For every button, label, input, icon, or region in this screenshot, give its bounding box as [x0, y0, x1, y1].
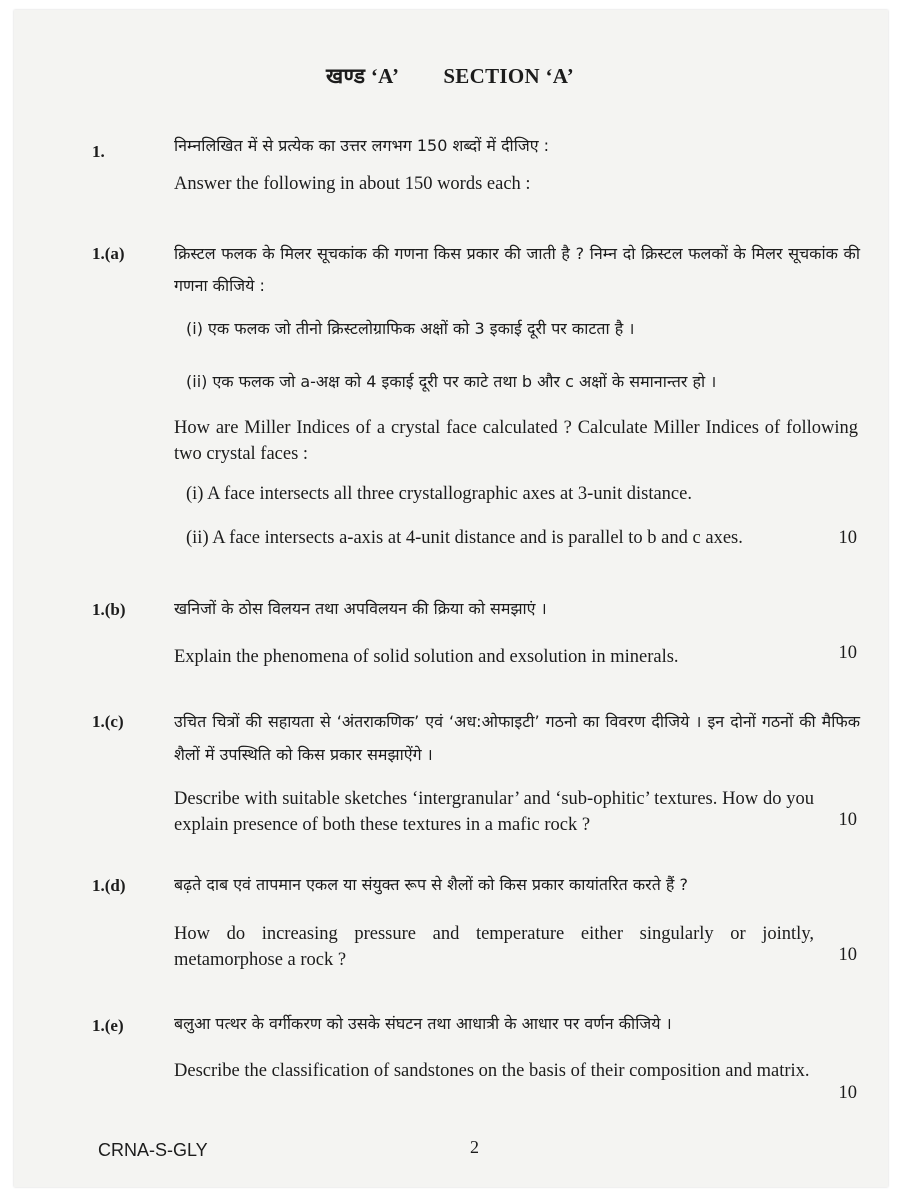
marks: 10	[838, 1083, 857, 1103]
marks: 10	[838, 810, 857, 830]
marks: 10	[838, 528, 857, 548]
question-1a-english: How are Miller Indices of a crystal face calculated ? Calculate Miller Indices of following two crystal faces :	[174, 418, 858, 464]
paper-code: CRNA-S-GLY	[98, 1140, 208, 1160]
question-1c-english: Describe with suitable sketches ‘intergranular’ and ‘sub-ophitic’ textures. How do you explain presence of both these textures in a mafic rock ?	[174, 789, 814, 835]
question-1a-english-part-ii: (ii) A face intersects a-axis at 4-unit distance and is parallel to b and c axes.	[186, 528, 743, 548]
page-number: 2	[470, 1137, 479, 1157]
section-heading-hindi: खण्ड ‘A’	[325, 64, 400, 88]
question-number: 1.(c)	[92, 712, 124, 731]
question-number: 1.(a)	[92, 244, 125, 263]
section-heading-english: SECTION ‘A’	[443, 64, 575, 88]
question-1a-hindi-part-ii: (ii) एक फलक जो a-अक्ष को 4 इकाई दूरी पर काटे तथा b और c अक्षों के समानान्तर हो ।	[186, 372, 717, 391]
question-1b-hindi: खनिजों के ठोस विलयन तथा अपविलयन की क्रिया को समझाएं ।	[174, 599, 547, 618]
marks: 10	[838, 945, 857, 965]
question-1e-hindi: बलुआ पत्थर के वर्गीकरण को उसके संघटन तथा आधात्री के आधार पर वर्णन कीजिये ।	[174, 1014, 672, 1033]
question-1b-english: Explain the phenomena of solid solution and exsolution in minerals.	[174, 647, 679, 667]
section-heading	[0, 62, 900, 90]
question-number: 1.(e)	[92, 1016, 124, 1035]
marks: 10	[838, 643, 857, 663]
question-1a-hindi: क्रिस्टल फलक के मिलर सूचकांक की गणना किस प्रकार की जाती है ? निम्न दो क्रिस्टल फलकों के मिलर सूचकांक की गणना कीजिये :	[174, 244, 860, 295]
question-1a-hindi-part-i: (i) एक फलक जो तीनो क्रिस्टलोग्राफिक अक्षों को 3 इकाई दूरी पर काटता है ।	[186, 319, 635, 338]
question-number: 1.(b)	[92, 600, 126, 619]
question-1d-hindi: बढ़ते दाब एवं तापमान एकल या संयुक्त रूप से शैलों को किस प्रकार कायांतरित करते हैं ?	[174, 875, 688, 894]
question-1d-english: How do increasing pressure and temperature either singularly or jointly, metamorphose a rock ?	[174, 924, 814, 970]
question-number: 1.(d)	[92, 876, 126, 895]
question-1-hindi: निम्नलिखित में से प्रत्येक का उत्तर लगभग 150 शब्दों में दीजिए :	[174, 136, 550, 155]
question-1-english: Answer the following in about 150 words each :	[174, 174, 531, 194]
question-1c-hindi: उचित चित्रों की सहायता से ‘अंतराकणिक’ एवं ‘अध:ओफाइटी’ गठनो का विवरण दीजिये । इन दोनों गठनों की मैफिक शैलों में उपस्थिति को किस प्रकार समझाऐंगे ।	[174, 712, 860, 764]
question-1a-english-part-i: (i) A face intersects all three crystallographic axes at 3-unit distance.	[186, 484, 692, 504]
question-number: 1.	[92, 142, 105, 161]
question-1e-english: Describe the classification of sandstones on the basis of their composition and matrix.	[174, 1061, 810, 1081]
